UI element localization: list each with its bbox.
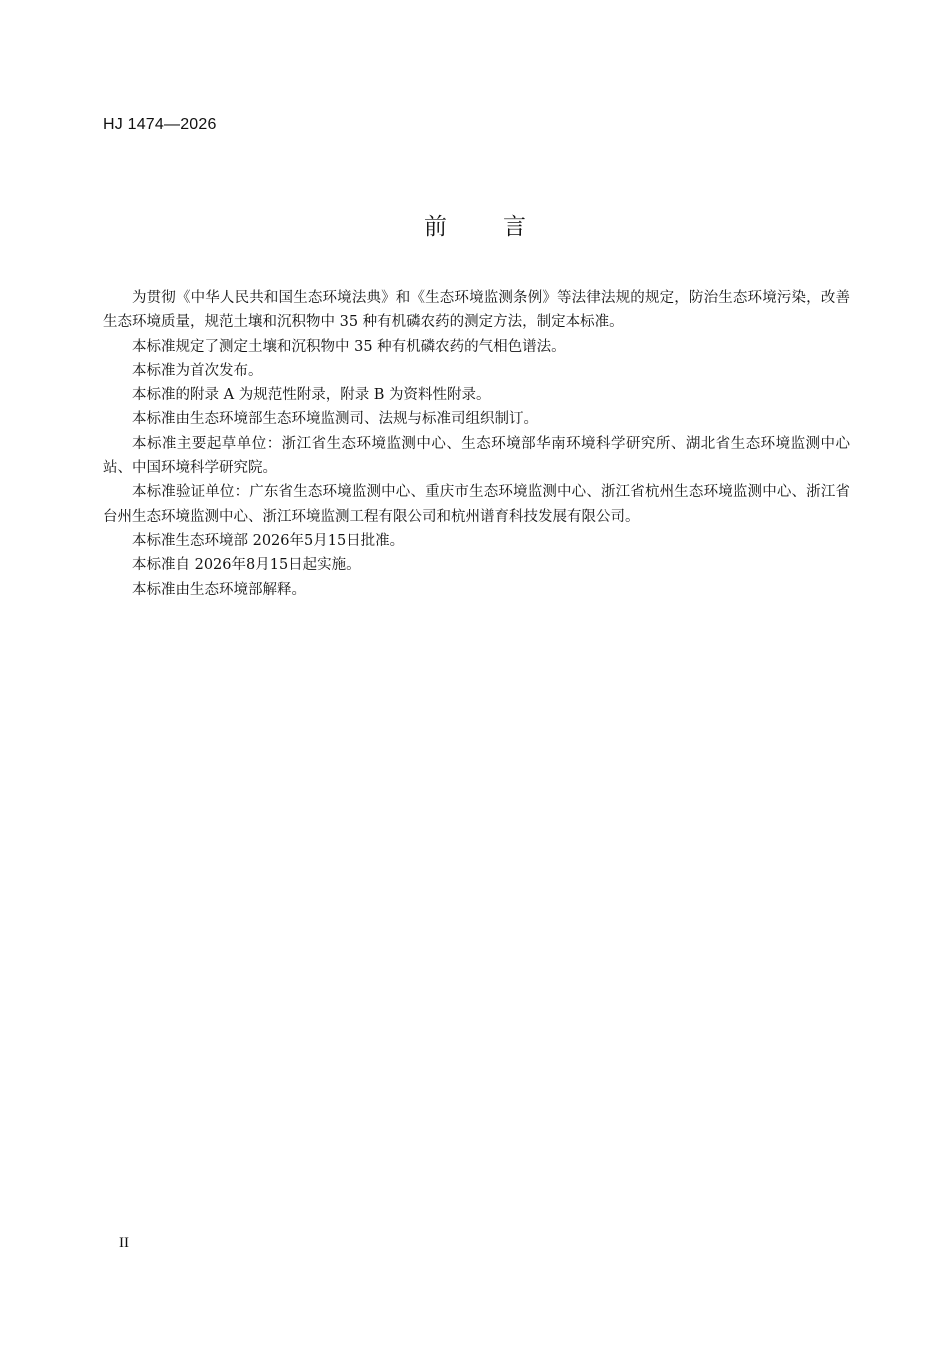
paragraph: 为贯彻《中华人民共和国生态环境法典》和《生态环境监测条例》等法律法规的规定，防治生态环境污染，改善生态环境质量，规范土壤和沉积物中 35 种有机磷农药的测定方法，制定本标准。 (103, 290, 850, 331)
page-title: 前言 (424, 214, 582, 240)
paragraph: 本标准自 2026年8月15日起实施。 (132, 557, 361, 574)
paragraph: 本标准为首次发布。 (132, 362, 263, 379)
standard-code: HJ 1474—2026 (103, 116, 217, 133)
paragraph: 本标准主要起草单位：浙江省生态环境监测中心、生态环境部华南环境科学研究所、湖北省生态环境监测中心站、中国环境科学研究院。 (103, 435, 850, 477)
paragraph: 本标准的附录 A 为规范性附录，附录 B 为资料性附录。 (132, 387, 491, 404)
page-number: II (119, 1235, 129, 1251)
paragraph: 本标准由生态环境部解释。 (132, 581, 306, 598)
paragraph: 本标准规定了测定土壤和沉积物中 35 种有机磷农药的气相色谱法。 (132, 338, 566, 355)
foreword-body (103, 286, 850, 602)
paragraph: 本标准由生态环境部生态环境监测司、法规与标准司组织制订。 (132, 411, 538, 428)
paragraph: 本标准验证单位：广东省生态环境监测中心、重庆市生态环境监测中心、浙江省杭州生态环境监测中心、浙江省台州生态环境监测中心、浙江环境监测工程有限公司和杭州谱育科技发展有限公司。 (103, 484, 850, 525)
paragraph: 本标准生态环境部 2026年5月15日批准。 (132, 532, 405, 549)
